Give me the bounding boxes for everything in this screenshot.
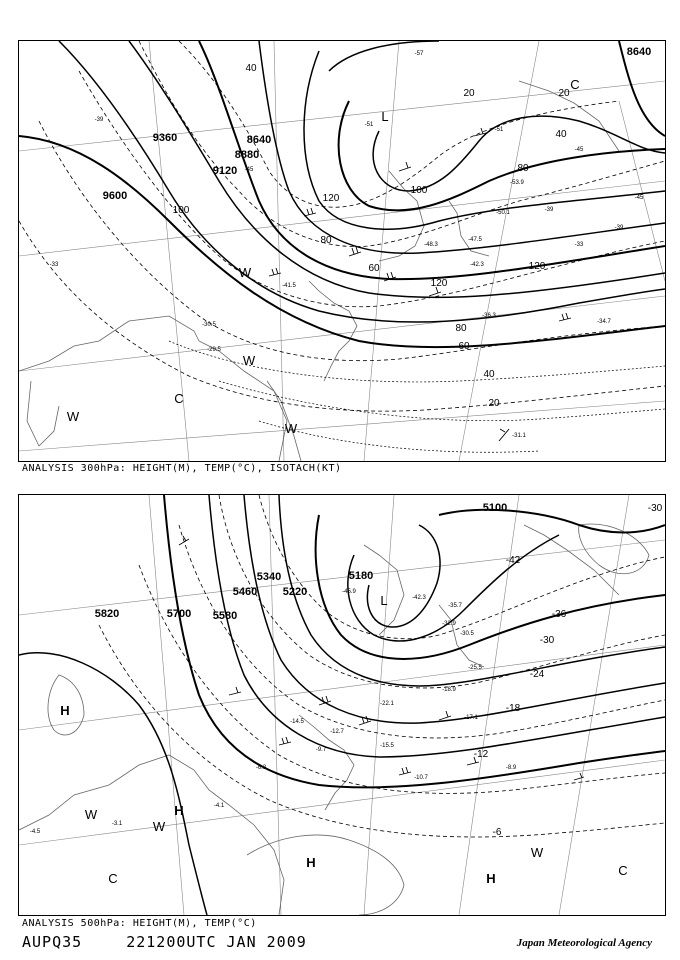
- chart-500hpa-caption: ANALYSIS 500hPa: HEIGHT(M), TEMP(°C): [22, 918, 257, 929]
- temp-label: -53.9: [510, 180, 524, 186]
- temp-label: -42: [505, 555, 521, 566]
- temp-labels: [50, 51, 644, 439]
- temp-label: -42.3: [470, 262, 484, 268]
- low-pressure-mark: L: [380, 593, 388, 608]
- temp-label: -45: [574, 147, 584, 153]
- warm-center-mark: W: [530, 845, 544, 860]
- height-label: 8640: [246, 134, 272, 146]
- high-pressure-mark: H: [60, 703, 70, 718]
- height-label: 5700: [166, 608, 192, 620]
- chart-footer: [22, 933, 341, 951]
- temp-label: -33: [574, 242, 584, 248]
- temp-label: -45: [244, 167, 254, 173]
- height-label: 9360: [152, 132, 178, 144]
- isotach-label: 60: [368, 263, 380, 274]
- chart-500hpa-map: [19, 495, 665, 915]
- cold-center-mark: C: [570, 77, 580, 92]
- height-label: 9120: [212, 165, 238, 177]
- isotach-label: 20: [488, 398, 500, 409]
- high-pressure-mark: H: [306, 855, 316, 870]
- temp-obs-label: -42.3: [412, 595, 426, 601]
- temp-obs-label: -22.1: [380, 701, 394, 707]
- temp-obs-labels: [30, 589, 517, 835]
- isotach-label: 40: [483, 369, 495, 380]
- isotach-label: 120: [322, 193, 340, 204]
- warm-center-mark: W: [238, 265, 252, 280]
- wind-barbs: [269, 128, 571, 441]
- cold-center-mark: C: [174, 391, 184, 406]
- graticule: [19, 41, 665, 461]
- isotach-label: 120: [430, 278, 448, 289]
- chart-500hpa: [18, 494, 666, 916]
- height-label: 5340: [256, 571, 282, 583]
- temp-label: -34.7: [597, 319, 611, 325]
- temp-label: -6: [492, 827, 502, 838]
- temp-obs-label: -35.7: [448, 603, 462, 609]
- temp-obs-label: -10.7: [414, 775, 428, 781]
- temp-label: -30.5: [202, 322, 216, 328]
- temp-obs-label: -12.7: [330, 729, 344, 735]
- height-label: 5220: [282, 586, 308, 598]
- agency-name: Japan Meteorological Agency: [516, 937, 652, 949]
- cold-center-mark: C: [108, 871, 118, 886]
- temp-labels: [474, 503, 663, 838]
- isotach-label: 40: [245, 63, 257, 74]
- height-label: 5820: [94, 608, 120, 620]
- temp-label: -24: [529, 669, 545, 680]
- temp-obs-label: -18.9: [442, 687, 456, 693]
- temp-obs-label: -25.5: [468, 665, 482, 671]
- warm-center-mark: W: [66, 409, 80, 424]
- temp-label: -50.1: [496, 210, 510, 216]
- height-label: 5580: [212, 610, 238, 622]
- height-label: 5460: [232, 586, 258, 598]
- high-pressure-mark: H: [486, 871, 496, 886]
- isotach-label: 80: [455, 323, 467, 334]
- temp-obs-label: -9.7: [315, 747, 327, 753]
- temp-label: -47.5: [468, 237, 482, 243]
- temp-label: -41.5: [282, 283, 296, 289]
- isotach-label: 80: [517, 163, 529, 174]
- temp-label: -29.5: [207, 347, 221, 353]
- high-pressure-mark: H: [174, 803, 184, 818]
- temp-obs-label: -32.9: [442, 621, 456, 627]
- temp-label: -39: [614, 225, 624, 231]
- temp-label: -39: [544, 207, 554, 213]
- warm-center-mark: W: [242, 353, 256, 368]
- temp-obs-label: -6.3: [255, 765, 267, 771]
- temp-obs-label: -4.1: [213, 803, 225, 809]
- chart-300hpa-caption: ANALYSIS 300hPa: HEIGHT(M), TEMP(°C), ISOTACH(KT): [22, 463, 342, 474]
- warm-center-mark: W: [84, 807, 98, 822]
- analysis-datetime: 221200UTC JAN 2009: [126, 933, 307, 951]
- isotach-label: 80: [320, 235, 332, 246]
- isotach-label: 100: [410, 185, 428, 196]
- chart-300hpa: [18, 40, 666, 462]
- temp-label: -48.3: [424, 242, 438, 248]
- warm-center-mark: W: [284, 421, 298, 436]
- temp-label: -45: [634, 195, 644, 201]
- temp-obs-label: -17.1: [464, 715, 478, 721]
- height-label: 5180: [348, 570, 374, 582]
- isotach-label: 100: [172, 205, 190, 216]
- temp-label: -30: [647, 503, 663, 514]
- isotach-label: 120: [528, 261, 546, 272]
- temp-label: -30: [539, 635, 555, 646]
- isotach-labels: [173, 63, 570, 409]
- isotach-label: 60: [458, 341, 470, 352]
- temp-label: -39: [94, 117, 104, 123]
- warm-center-mark: W: [152, 819, 166, 834]
- temp-obs-label: -45.9: [342, 589, 356, 595]
- isotach-label: 20: [463, 88, 475, 99]
- height-label: 8640: [626, 46, 652, 58]
- cold-center-mark: C: [618, 863, 628, 878]
- height-label: 5100: [482, 502, 508, 514]
- temp-label: -33: [49, 262, 59, 268]
- temp-obs-label: -30.5: [460, 631, 474, 637]
- isotach-label: 20: [558, 88, 570, 99]
- chart-300hpa-map: [19, 41, 665, 461]
- temp-label: -12: [473, 749, 489, 760]
- temp-label: -51: [364, 122, 374, 128]
- isotach-label: 40: [555, 129, 567, 140]
- low-pressure-mark: L: [381, 109, 389, 124]
- temp-label: -31.1: [512, 433, 526, 439]
- height-label: 9600: [102, 190, 128, 202]
- graticule: [19, 495, 665, 915]
- temp-obs-label: -8.9: [505, 765, 517, 771]
- temp-label: -51: [494, 127, 504, 133]
- temp-label: -57: [414, 51, 424, 57]
- height-contours: [19, 495, 665, 915]
- height-labels: [95, 502, 507, 622]
- temp-label: -36: [551, 609, 567, 620]
- temp-label: -18: [505, 703, 521, 714]
- height-label: 8880: [234, 149, 260, 161]
- coastlines: [19, 524, 649, 915]
- chart-id: AUPQ35: [22, 933, 83, 951]
- temp-label: -36.3: [482, 313, 496, 319]
- temp-obs-label: -3.1: [111, 821, 123, 827]
- temp-obs-label: -4.5: [29, 829, 41, 835]
- temp-obs-label: -14.5: [290, 719, 304, 725]
- temp-obs-label: -15.5: [380, 743, 394, 749]
